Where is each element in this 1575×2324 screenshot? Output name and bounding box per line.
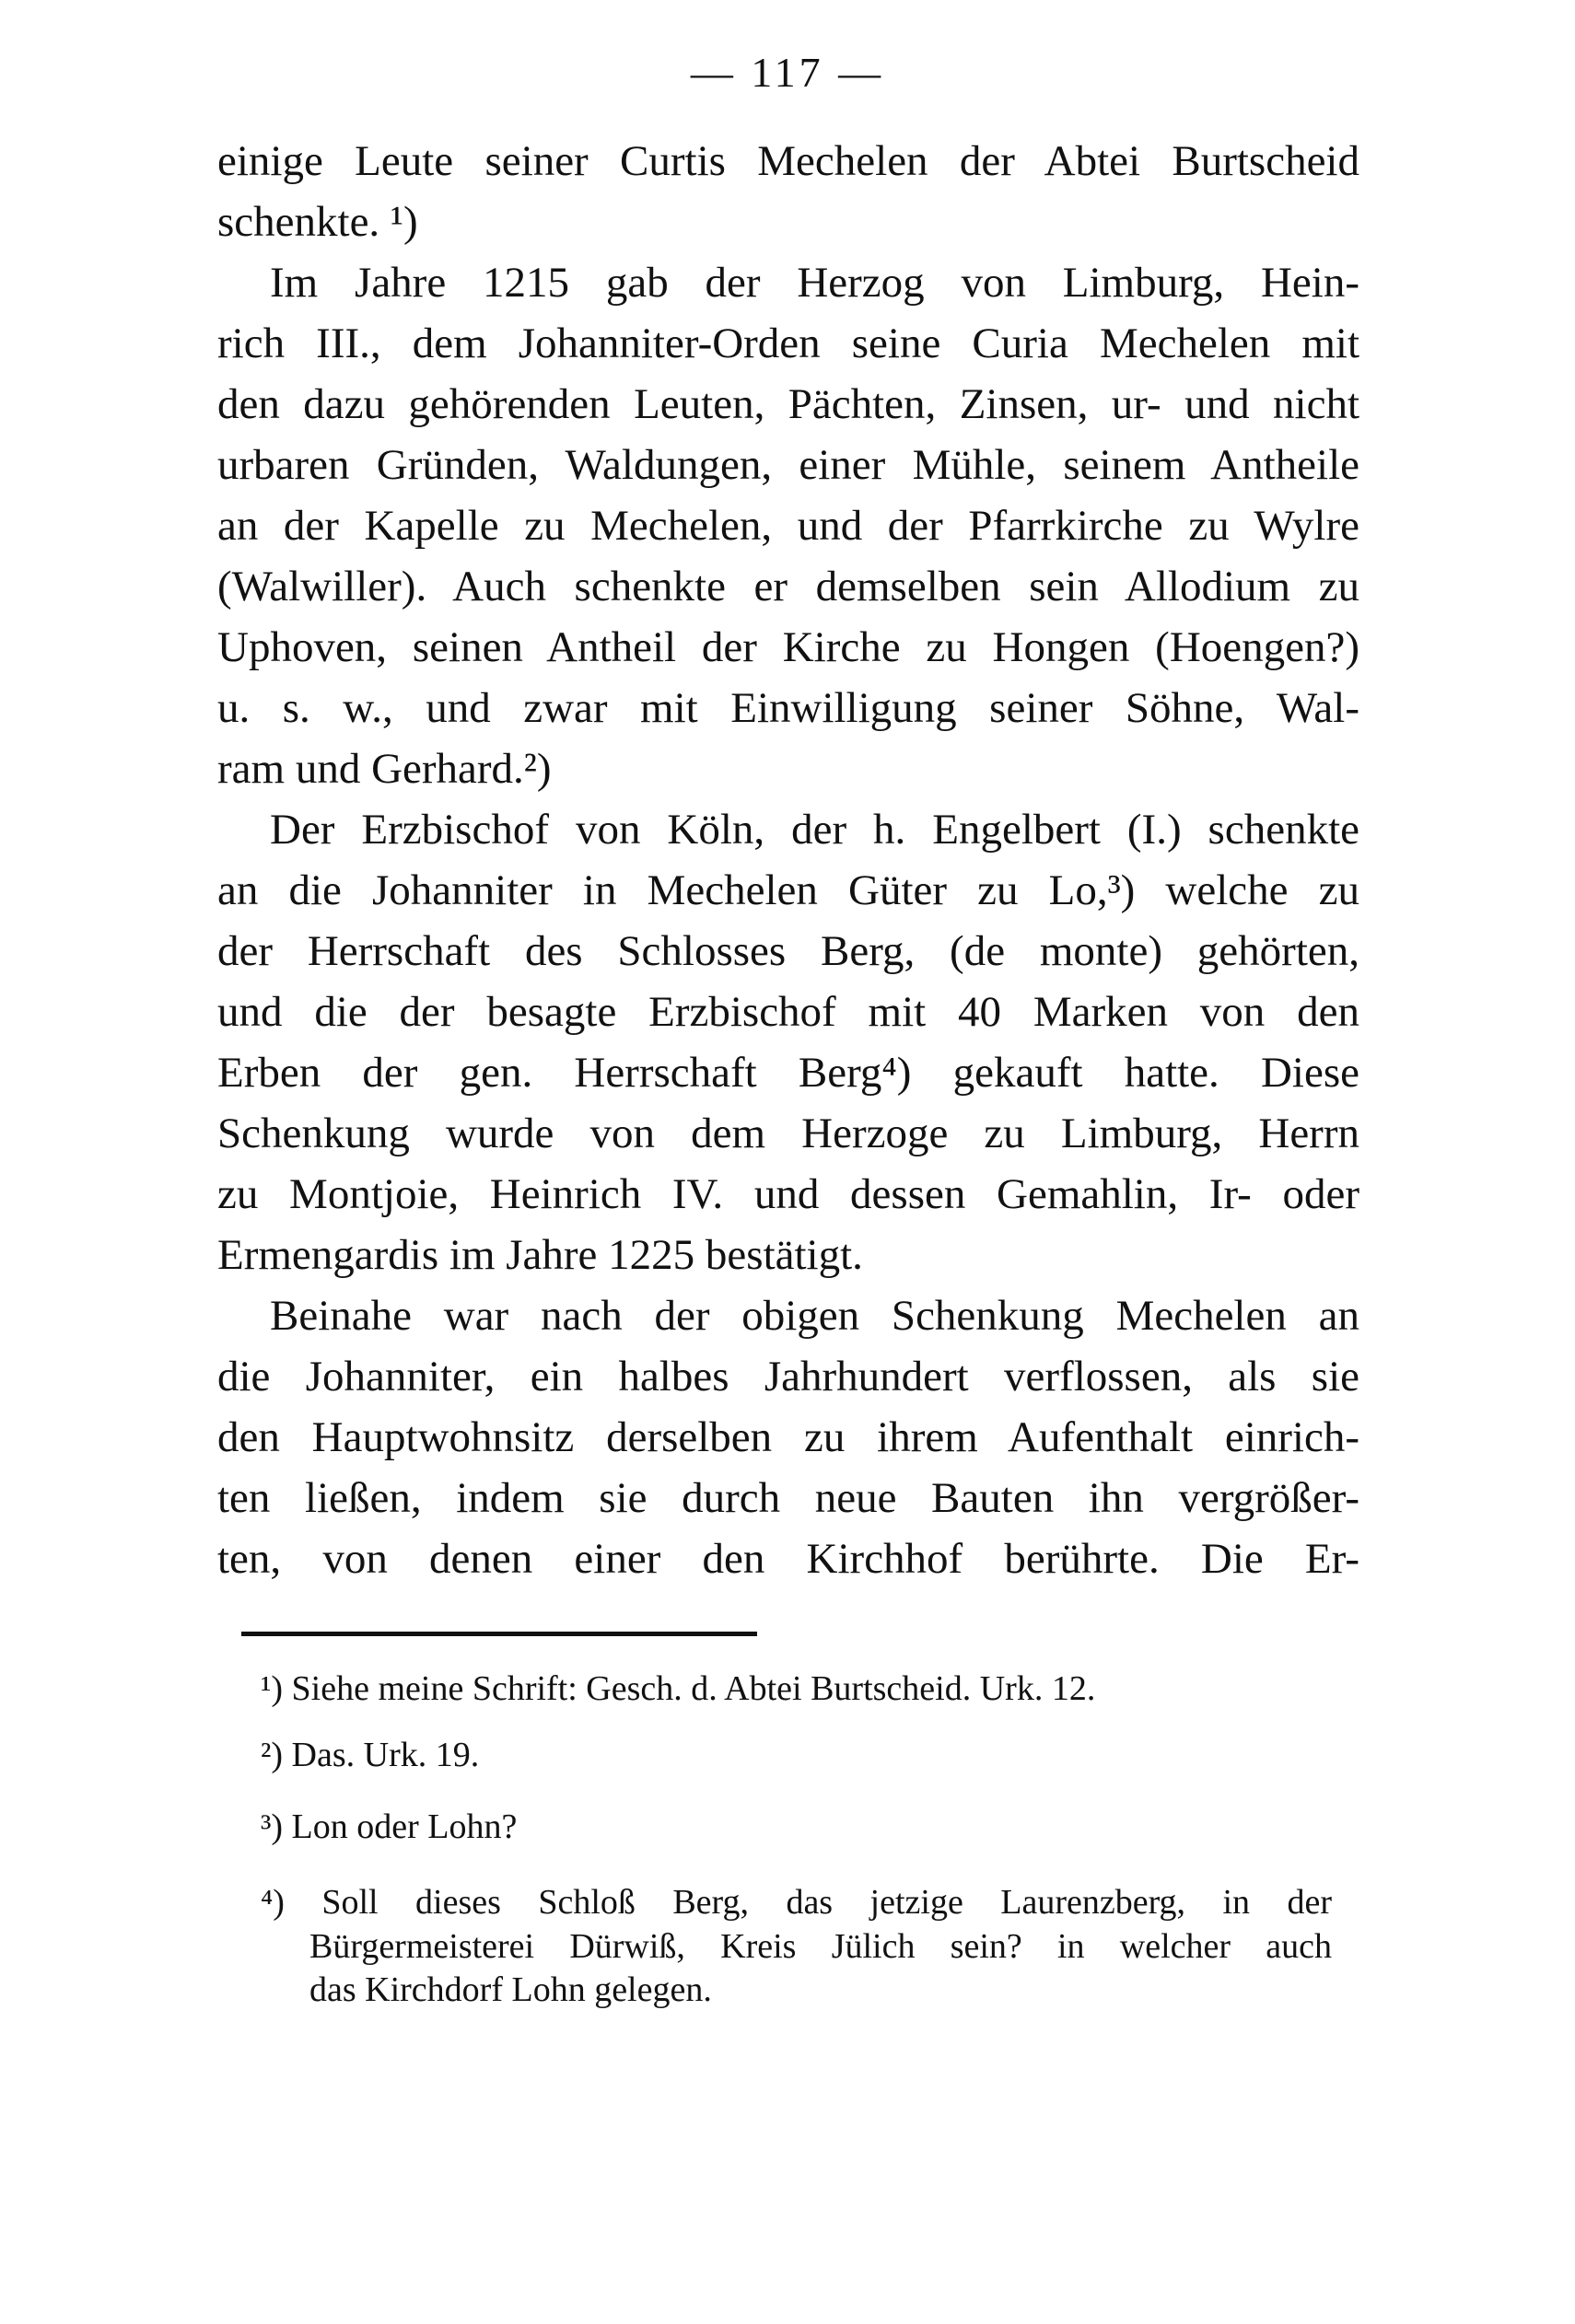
text-line: schenkte. ¹) <box>217 198 418 246</box>
text-line: den dazu gehörenden Leuten, Pächten, Zinsen, ur- und nicht <box>217 380 1359 428</box>
footnote-4-line: ⁴) Soll dieses Schloß Berg, das jetzige Laurenzberg, in der <box>261 1883 1332 1922</box>
footnote-1-line: ¹) Siehe meine Schrift: Gesch. d. Abtei Burtscheid. Urk. 12. <box>261 1669 1096 1708</box>
page-number: — 117 — <box>690 49 885 96</box>
text-line: u. s. w., und zwar mit Einwilligung seiner Söhne, Wal- <box>217 684 1359 732</box>
text-line: (Walwiller). Auch schenkte er demselben sein Allodium zu <box>217 563 1359 610</box>
text-line: Ermengardis im Jahre 1225 bestätigt. <box>217 1231 863 1279</box>
text-line: an der Kapelle zu Mechelen, und der Pfarrkirche zu Wylre <box>217 502 1359 550</box>
text-line: ten, von denen einer den Kirchhof berührte. Die Er- <box>217 1535 1359 1583</box>
footnote-4-line: das Kirchdorf Lohn gelegen. <box>309 1970 712 2009</box>
text-line: einige Leute seiner Curtis Mechelen der Abtei Burtscheid <box>217 137 1359 185</box>
footnote-divider <box>241 1632 757 1636</box>
text-line: Schenkung wurde von dem Herzoge zu Limburg, Herrn <box>217 1110 1359 1157</box>
text-line: den Hauptwohnsitz derselben zu ihrem Aufenthalt einrich- <box>217 1413 1359 1461</box>
text-line: der Herrschaft des Schlosses Berg, (de monte) gehörten, <box>217 927 1359 975</box>
text-line: ram und Gerhard.²) <box>217 745 552 793</box>
text-line: rich III., dem Johanniter-Orden seine Curia Mechelen mit <box>217 320 1359 367</box>
text-line: an die Johanniter in Mechelen Güter zu Lo,³) welche zu <box>217 866 1359 914</box>
text-line: Im Jahre 1215 gab der Herzog von Limburg, Hein- <box>270 259 1359 307</box>
text-line: urbaren Gründen, Waldungen, einer Mühle, seinem Antheile <box>217 441 1359 489</box>
text-line: die Johanniter, ein halbes Jahrhundert verflossen, als sie <box>217 1353 1359 1400</box>
text-line: ten ließen, indem sie durch neue Bauten ihn vergrößer- <box>217 1474 1359 1522</box>
text-line: Uphoven, seinen Antheil der Kirche zu Hongen (Hoengen?) <box>217 623 1359 671</box>
footnote-2-line: ²) Das. Urk. 19. <box>261 1736 480 1774</box>
text-line: Beinahe war nach der obigen Schenkung Mechelen an <box>270 1292 1359 1340</box>
footnote-3-line: ³) Lon oder Lohn? <box>261 1807 518 1846</box>
footnote-4-line: Bürgermeisterei Dürwiß, Kreis Jülich sein? in welcher auch <box>309 1927 1332 1966</box>
text-line: Der Erzbischof von Köln, der h. Engelbert (I.) schenkte <box>270 806 1359 854</box>
text-line: zu Montjoie, Heinrich IV. und dessen Gemahlin, Ir- oder <box>217 1170 1359 1218</box>
text-line: und die der besagte Erzbischof mit 40 Marken von den <box>217 988 1359 1036</box>
text-line: Erben der gen. Herrschaft Berg⁴) gekauft hatte. Diese <box>217 1049 1359 1097</box>
